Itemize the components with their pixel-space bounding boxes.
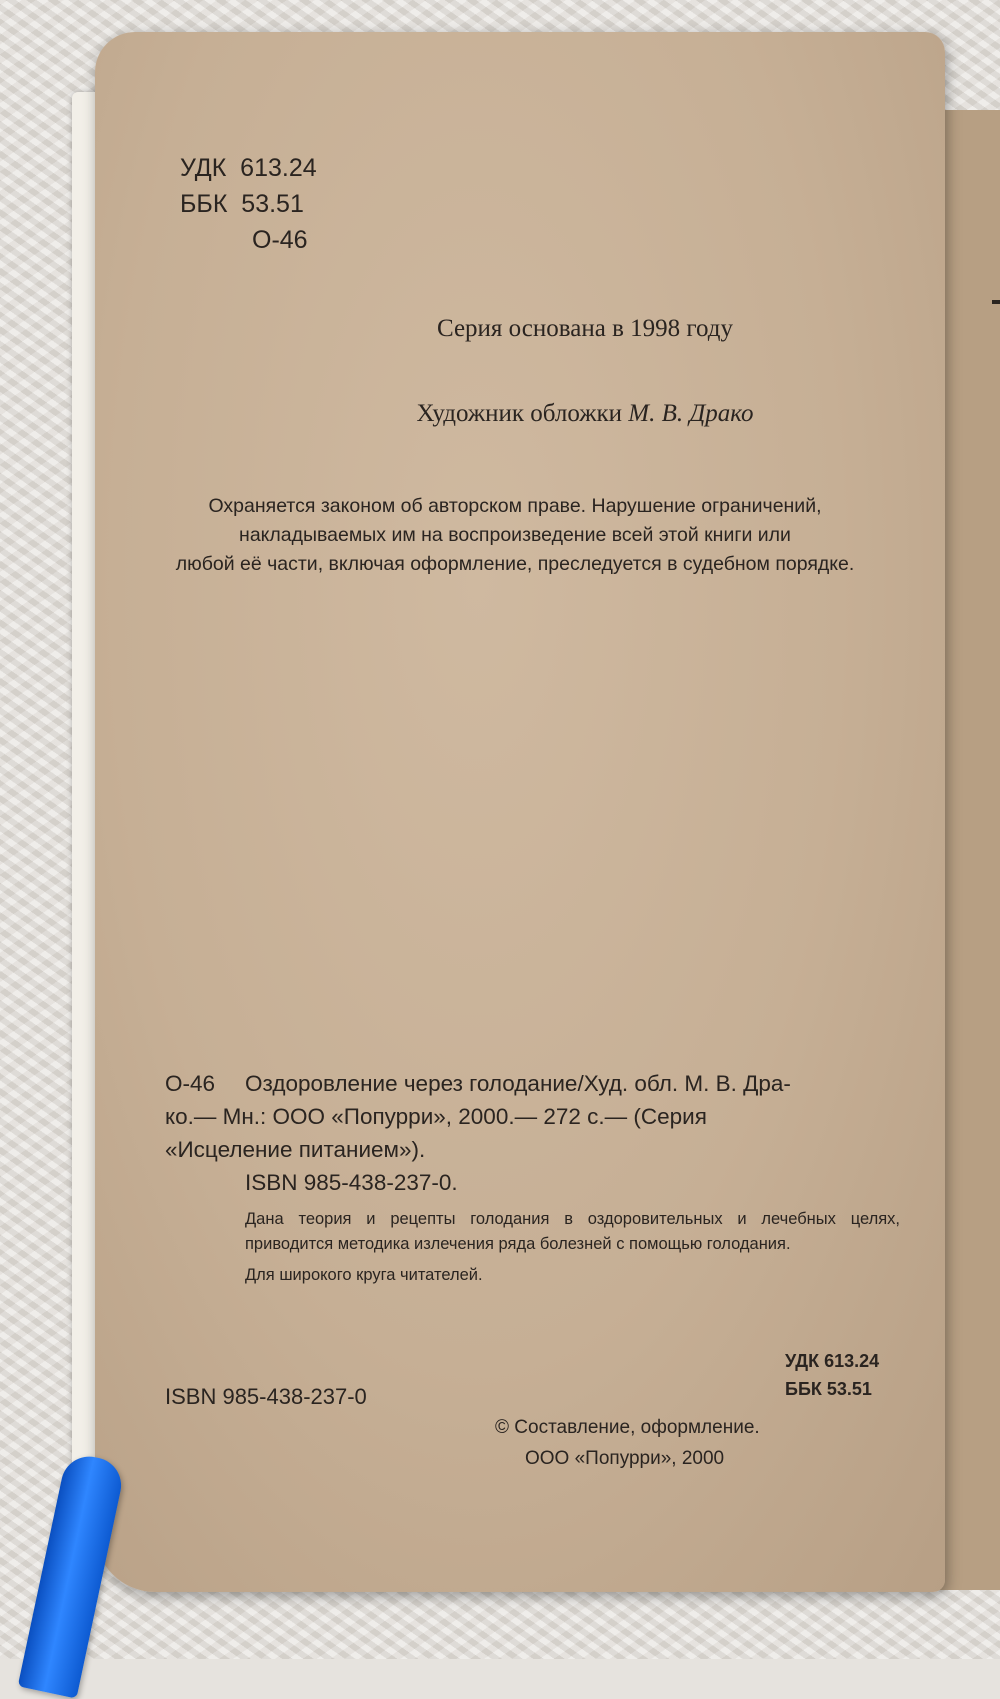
classification-row-author-code bbox=[180, 222, 317, 258]
annotation bbox=[245, 1207, 900, 1288]
classification-label: ББК bbox=[180, 190, 228, 218]
classification-value: О-46 bbox=[252, 226, 308, 254]
series-note: Серия основана в 1998 году bbox=[436, 315, 734, 342]
bibliographic-title: Оздоровление через голодание/Худ. обл. М. В. Дра- bbox=[245, 1071, 791, 1096]
bibliographic-isbn: ISBN 985-438-237-0. bbox=[245, 1170, 458, 1195]
bottom-isbn: ISBN 985-438-237-0 bbox=[165, 1384, 367, 1409]
annotation-text: Дана теория и рецепты голодания в оздоровительных и лечебных целях, приводится методика излечения ряда болезней с помощью голодания. bbox=[245, 1210, 900, 1253]
cover-artist-name: М. В. Драко bbox=[628, 400, 754, 427]
classification-row-udk bbox=[180, 150, 317, 186]
bottom-copyright bbox=[495, 1412, 760, 1474]
copyright-notice-line: любой её части, включая оформление, преследуется в судебном порядке. bbox=[175, 553, 855, 575]
adjacent-page-mark bbox=[992, 300, 1000, 304]
bottom-bbk: ББК 53.51 bbox=[785, 1379, 872, 1399]
cover-artist bbox=[95, 400, 945, 428]
bibliographic-line-2: ко.— Мн.: ООО «Попурри», 2000.— 272 с.— (Серия bbox=[165, 1104, 707, 1129]
bottom-copyright-line-2: ООО «Попурри», 2000 bbox=[525, 1448, 725, 1469]
classification-block bbox=[180, 150, 317, 258]
classification-value: 613.24 bbox=[240, 154, 317, 182]
copyright-notice-line: накладываемых им на воспроизведение всей этой книги или bbox=[239, 524, 791, 546]
author-code: О-46 bbox=[165, 1071, 216, 1096]
bibliographic-line-3: «Исцеление питанием»). bbox=[165, 1137, 426, 1162]
cover-artist-prefix: Художник обложки bbox=[416, 400, 623, 427]
classification-row-bbk bbox=[180, 186, 317, 222]
annotation-audience: Для широкого круга читателей. bbox=[245, 1266, 483, 1284]
bottom-copyright-line-1: © Составление, оформление. bbox=[495, 1417, 760, 1438]
copyright-notice bbox=[165, 492, 865, 579]
classification-value: 53.51 bbox=[241, 190, 304, 218]
bibliographic-line-1 bbox=[165, 1067, 900, 1100]
classification-label: УДК bbox=[180, 154, 227, 182]
copyright-notice-line: Охраняется законом об авторском праве. Нарушение ограничений, bbox=[208, 495, 822, 517]
bibliographic-record bbox=[165, 1067, 900, 1199]
bottom-udk: УДК 613.24 bbox=[785, 1351, 880, 1371]
bottom-classification bbox=[785, 1347, 879, 1403]
book-page bbox=[95, 32, 945, 1592]
